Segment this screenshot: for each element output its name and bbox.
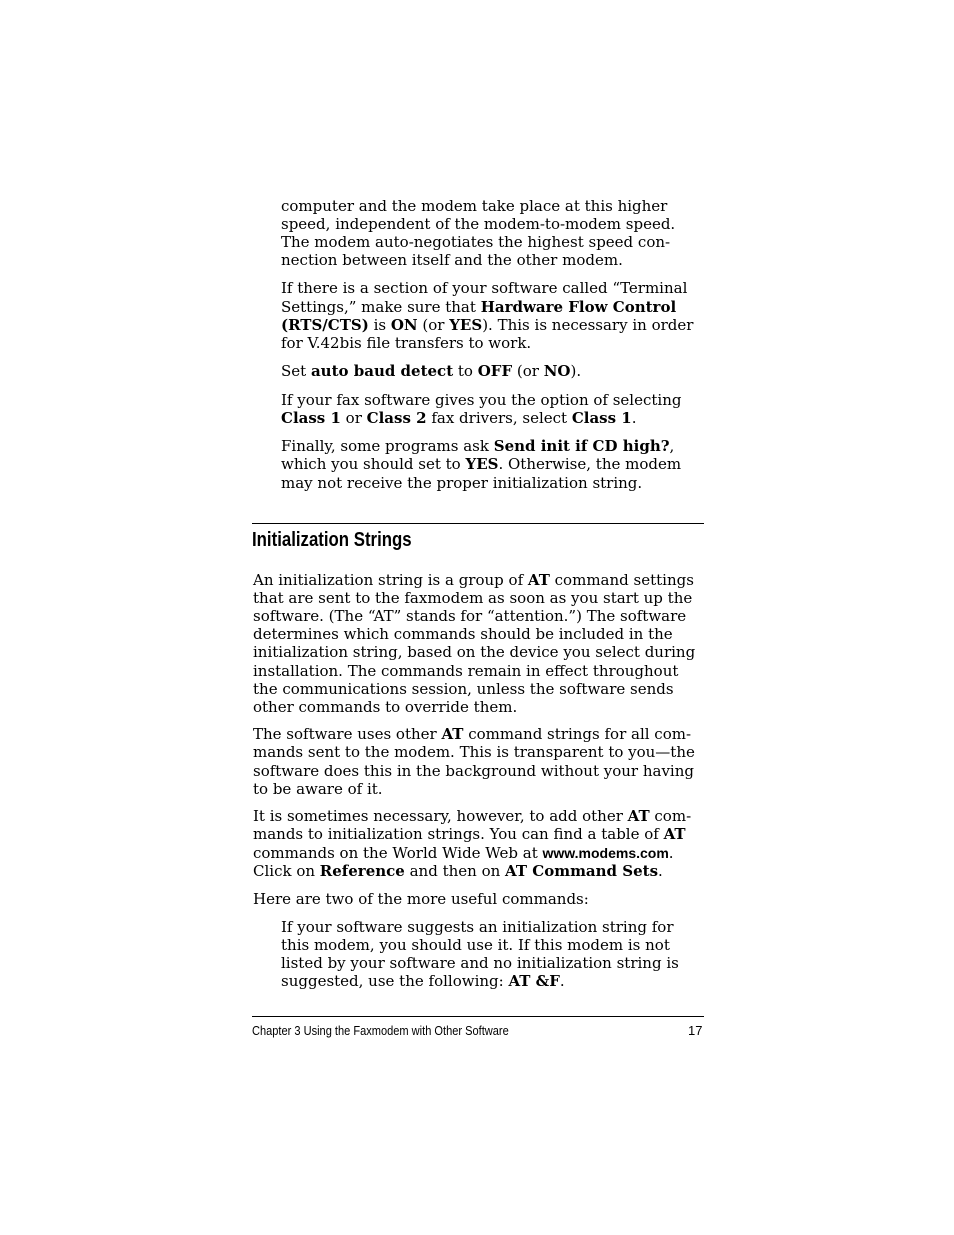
section-paragraph-3-line-2: mands to initialization strings. You can find a table of AT bbox=[253, 825, 686, 843]
footer-chapter-title: Chapter 3 Using the Faxmodem with Other Software bbox=[252, 1023, 509, 1038]
intro-paragraph-4-line-2: Class 1 or Class 2 fax drivers, select Class 1. bbox=[281, 409, 637, 427]
section-paragraph-3-line-3: commands on the World Wide Web at www.modems.com. bbox=[253, 844, 674, 862]
section-paragraph-1-line-3: software. (The “AT” stands for “attention.”) The software bbox=[253, 607, 687, 625]
intro-paragraph-3: Set auto baud detect to OFF (or NO). bbox=[281, 362, 582, 380]
section-paragraph-1-line-4: determines which commands should be included in the bbox=[253, 625, 673, 643]
section-paragraph-5-line-4: suggested, use the following: AT &F. bbox=[281, 972, 565, 990]
hardware-flow-control-term: Hardware Flow Control bbox=[480, 298, 677, 316]
intro-paragraph-1-line-4: nection between itself and the other modem. bbox=[281, 251, 623, 269]
section-heading: Initialization Strings bbox=[252, 529, 412, 551]
section-paragraph-1-line-1: An initialization string is a group of AT command settings bbox=[253, 571, 694, 589]
section-paragraph-5-line-3: listed by your software and no initialization string is bbox=[281, 954, 679, 972]
intro-paragraph-2-line-4: for V.42bis file transfers to work. bbox=[281, 334, 532, 352]
section-paragraph-4: Here are two of the more useful commands: bbox=[253, 890, 589, 908]
footer-divider bbox=[252, 1016, 704, 1017]
section-paragraph-1-line-8: other commands to override them. bbox=[253, 698, 518, 716]
section-paragraph-2-line-3: software does this in the background without your having bbox=[253, 762, 694, 780]
page-number: 17 bbox=[688, 1023, 703, 1038]
intro-paragraph-1-line-3: The modem auto-negotiates the highest speed con- bbox=[281, 233, 671, 251]
section-paragraph-1-line-6: installation. The commands remain in effect throughout bbox=[253, 662, 679, 680]
intro-paragraph-5-line-3: may not receive the proper initialization string. bbox=[281, 474, 643, 492]
modems-website-link[interactable]: www.modems.com bbox=[542, 845, 669, 861]
section-paragraph-5-line-2: this modem, you should use it. If this modem is not bbox=[281, 936, 670, 954]
section-paragraph-3-line-1: It is sometimes necessary, however, to add other AT com- bbox=[253, 807, 692, 825]
intro-paragraph-4-line-1: If your fax software gives you the option of selecting bbox=[281, 391, 682, 409]
section-paragraph-3-line-4: Click on Reference and then on AT Command Sets. bbox=[253, 862, 663, 880]
section-paragraph-2-line-4: to be aware of it. bbox=[253, 780, 383, 798]
section-paragraph-1-line-2: that are sent to the faxmodem as soon as you start up the bbox=[253, 589, 693, 607]
intro-paragraph-1-line-1: computer and the modem take place at this higher bbox=[281, 197, 668, 215]
intro-paragraph-2-line-3: (RTS/CTS) is ON (or YES). This is necessary in order bbox=[281, 316, 694, 334]
section-paragraph-5-line-1: If your software suggests an initialization string for bbox=[281, 918, 674, 936]
intro-paragraph-2-line-2: Settings,” make sure that Hardware Flow Control bbox=[281, 298, 677, 316]
section-paragraph-1-line-5: initialization string, based on the device you select during bbox=[253, 643, 696, 661]
intro-paragraph-2-line-1: If there is a section of your software called “Terminal bbox=[281, 279, 688, 297]
intro-paragraph-5-line-1: Finally, some programs ask Send init if CD high?, bbox=[281, 437, 675, 455]
section-paragraph-2-line-1: The software uses other AT command strings for all com- bbox=[253, 725, 692, 743]
section-paragraph-2-line-2: mands sent to the modem. This is transparent to you—the bbox=[253, 743, 695, 761]
section-divider bbox=[252, 523, 704, 524]
section-paragraph-1-line-7: the communications session, unless the software sends bbox=[253, 680, 674, 698]
at-f-command: AT &F bbox=[508, 972, 560, 990]
intro-paragraph-1-line-2: speed, independent of the modem-to-modem speed. bbox=[281, 215, 676, 233]
intro-paragraph-5-line-2: which you should set to YES. Otherwise, the modem bbox=[281, 455, 682, 473]
